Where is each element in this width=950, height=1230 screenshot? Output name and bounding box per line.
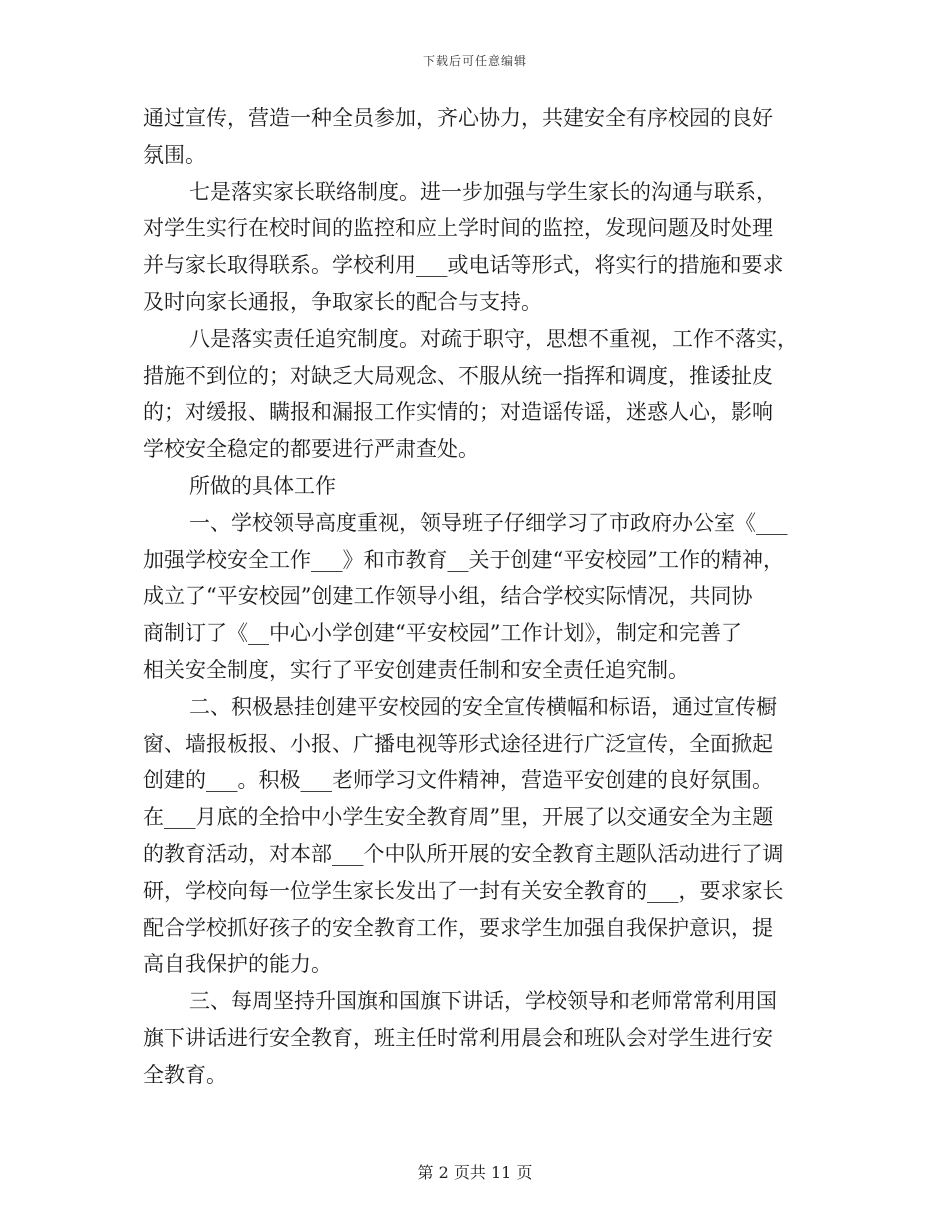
text-line: 配合学校抓好孩子的安全教育工作，要求学生加强自我保护意识，提 <box>143 915 773 940</box>
page-header: 下载后可任意编辑 <box>422 54 527 68</box>
text-line: 措施不到位的；对缺乏大局观念、不服从统一指挥和调度，推诿扯皮 <box>143 363 773 388</box>
text-line: 相关安全制度，实行了平安创建责任制和安全责任追究制。 <box>143 657 689 682</box>
section-heading: 所做的具体工作 <box>189 473 336 498</box>
text-line: 全教育。 <box>143 1062 227 1087</box>
text-line: 在___月底的全拾中小学生安全教育周”里，开展了以交通安全为主题 <box>143 805 774 830</box>
text-line: 窗、墙报板报、小报、广播电视等形式途径进行广泛宣传，全面掀起 <box>143 731 773 756</box>
page-number-footer: 第 2 页共 11 页 <box>417 1163 533 1182</box>
text-line: 对学生实行在校时间的监控和应上学时间的监控，发现问题及时处理 <box>143 216 773 241</box>
text-line: 旗下讲话进行安全教育，班主任时常利用晨会和班队会对学生进行安 <box>143 1025 773 1050</box>
text-line: 研，学校向每一位学生家长发出了一封有关安全教育的___，要求家长 <box>143 878 784 903</box>
paragraph-start-line: 七是落实家长联络制度。进一步加强与学生家长的沟通与联系， <box>189 179 777 204</box>
text-line: 的教育活动，对本部___个中队所开展的安全教育主题队活动进行了调 <box>143 841 784 866</box>
text-line: 学校安全稳定的都要进行严肃查处。 <box>143 437 479 462</box>
text-line: 创建的___。积极___老师学习文件精神，营造平安创建的良好氛围。 <box>143 768 773 793</box>
paragraph-start-line: 八是落实责任追究制度。对疏于职守，思想不重视，工作不落实， <box>189 326 798 351</box>
text-line: 及时向家长通报，争取家长的配合与支持。 <box>143 289 542 314</box>
text-line: 并与家长取得联系。学校利用___或电话等形式，将实行的措施和要求 <box>143 253 784 278</box>
text-line: 通过宣传，营造一种全员参加，齐心协力，共建安全有序校园的良好 <box>143 106 773 130</box>
text-line: 商制订了《__中心小学创建“平安校园”工作计划》，制定和完善了 <box>143 621 742 646</box>
paragraph-start-line: 一、学校领导高度重视，领导班子仔细学习了市政府办公室《___ <box>189 510 788 535</box>
text-line: 氛围。 <box>143 142 206 167</box>
text-line: 加强学校安全工作___》和市教育__关于创建“平安校园”工作的精神， <box>143 547 784 572</box>
text-line: 成立了“平安校园”创建工作领导小组，结合学校实际情况，共同协 <box>143 584 753 609</box>
document-body <box>143 100 813 1094</box>
paragraph-start-line: 二、积极悬挂创建平安校园的安全宣传横幅和标语，通过宣传橱 <box>189 694 777 719</box>
text-line: 的；对缓报、瞒报和漏报工作实情的；对造谣传谣，迷惑人心，影响 <box>143 400 773 425</box>
paragraph-start-line: 三、每周坚持升国旗和国旗下讲话，学校领导和老师常常利用国 <box>189 989 777 1014</box>
text-line: 高自我保护的能力。 <box>143 952 332 977</box>
